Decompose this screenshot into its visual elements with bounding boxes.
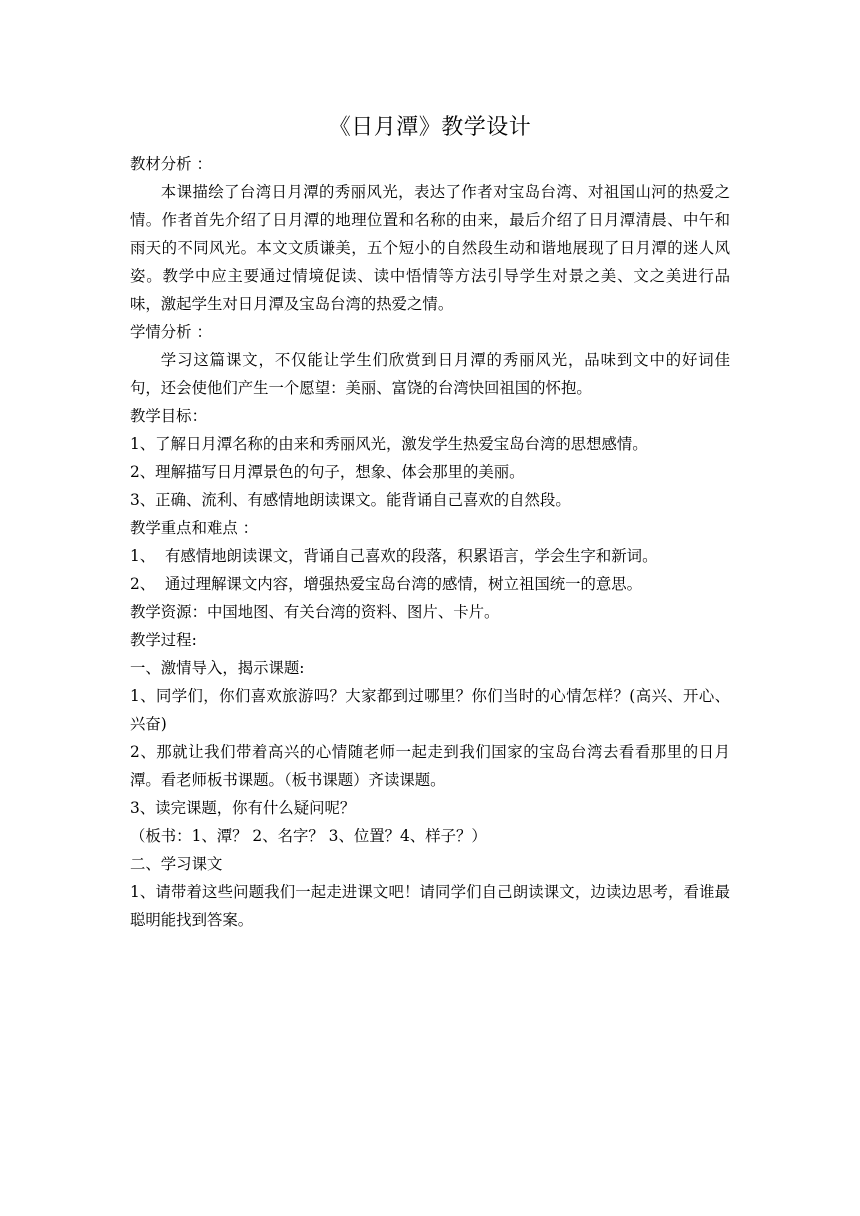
- document-title: 《日月潭》教学设计: [328, 115, 532, 140]
- step1-item: （板书：1、潭？ 2、名字？ 3、位置？4、样子？）: [130, 827, 487, 845]
- goal-item: 1、了解日月潭名称的由来和秀丽风光，激发学生热爱宝岛台湾的思想感情。: [130, 435, 648, 453]
- step1-item: 3、读完课题，你有什么疑问呢？: [130, 799, 356, 817]
- goal-item: 2、理解描写日月潭景色的句子，想象、体会那里的美丽。: [130, 463, 525, 481]
- key-point-item: 2、 通过理解课文内容，增强热爱宝岛台湾的感情，树立祖国统一的意思。: [130, 575, 643, 593]
- key-point-item: 1、 有感情地朗读课文，背诵自己喜欢的段落，积累语言，学会生字和新词。: [130, 547, 658, 565]
- section-heading-goals: 教学目标：: [130, 407, 207, 425]
- document-body: [130, 150, 730, 934]
- student-analysis-paragraph: 学习这篇课文，不仅能让学生们欣赏到日月潭的秀丽风光，品味到文中的好词佳句，还会使他们产生一个愿望：美丽、富饶的台湾快回祖国的怀抱。: [130, 351, 730, 397]
- goal-item: 3、正确、流利、有感情地朗读课文。能背诵自己喜欢的自然段。: [130, 491, 571, 509]
- material-analysis-paragraph: 本课描绘了台湾日月潭的秀丽风光，表达了作者对宝岛台湾、对祖国山河的热爱之情。作者首先介绍了日月潭的地理位置和名称的由来，最后介绍了日月潭清晨、中午和雨天的不同风光。本文文质谦美，五个短小的自然段生动和谐地展现了日月潭的迷人风姿。教学中应主要通过情境促读、读中悟情等方法引导学生对景之美、文之美进行品味，激起学生对日月潭及宝岛台湾的热爱之情。: [130, 183, 730, 313]
- section-heading-student: 学情分析 ：: [130, 323, 212, 341]
- step1-heading: 一、激情导入，揭示课题:: [130, 659, 305, 677]
- teaching-resources: 教学资源：中国地图、有关台湾的资料、图片、卡片。: [130, 603, 500, 621]
- step1-item: 2、那就让我们带着高兴的心情随老师一起走到我们国家的宝岛台湾去看看那里的日月潭。看老师板书课题。（板书课题）齐读课题。: [130, 743, 730, 789]
- step2-item: 1、请带着这些问题我们一起走进课文吧！请同学们自己朗读课文，边读边思考，看谁最聪明能找到答案。: [130, 883, 730, 929]
- step1-item: 1、同学们，你们喜欢旅游吗？大家都到过哪里？你们当时的心情怎样？(高兴、开心、兴奋): [130, 687, 730, 733]
- section-heading-material: 教材分析 ：: [130, 155, 212, 173]
- section-heading-key-points: 教学重点和难点 ：: [130, 519, 259, 537]
- section-heading-process: 教学过程:: [130, 631, 197, 649]
- step2-heading: 二、学习课文: [130, 855, 223, 873]
